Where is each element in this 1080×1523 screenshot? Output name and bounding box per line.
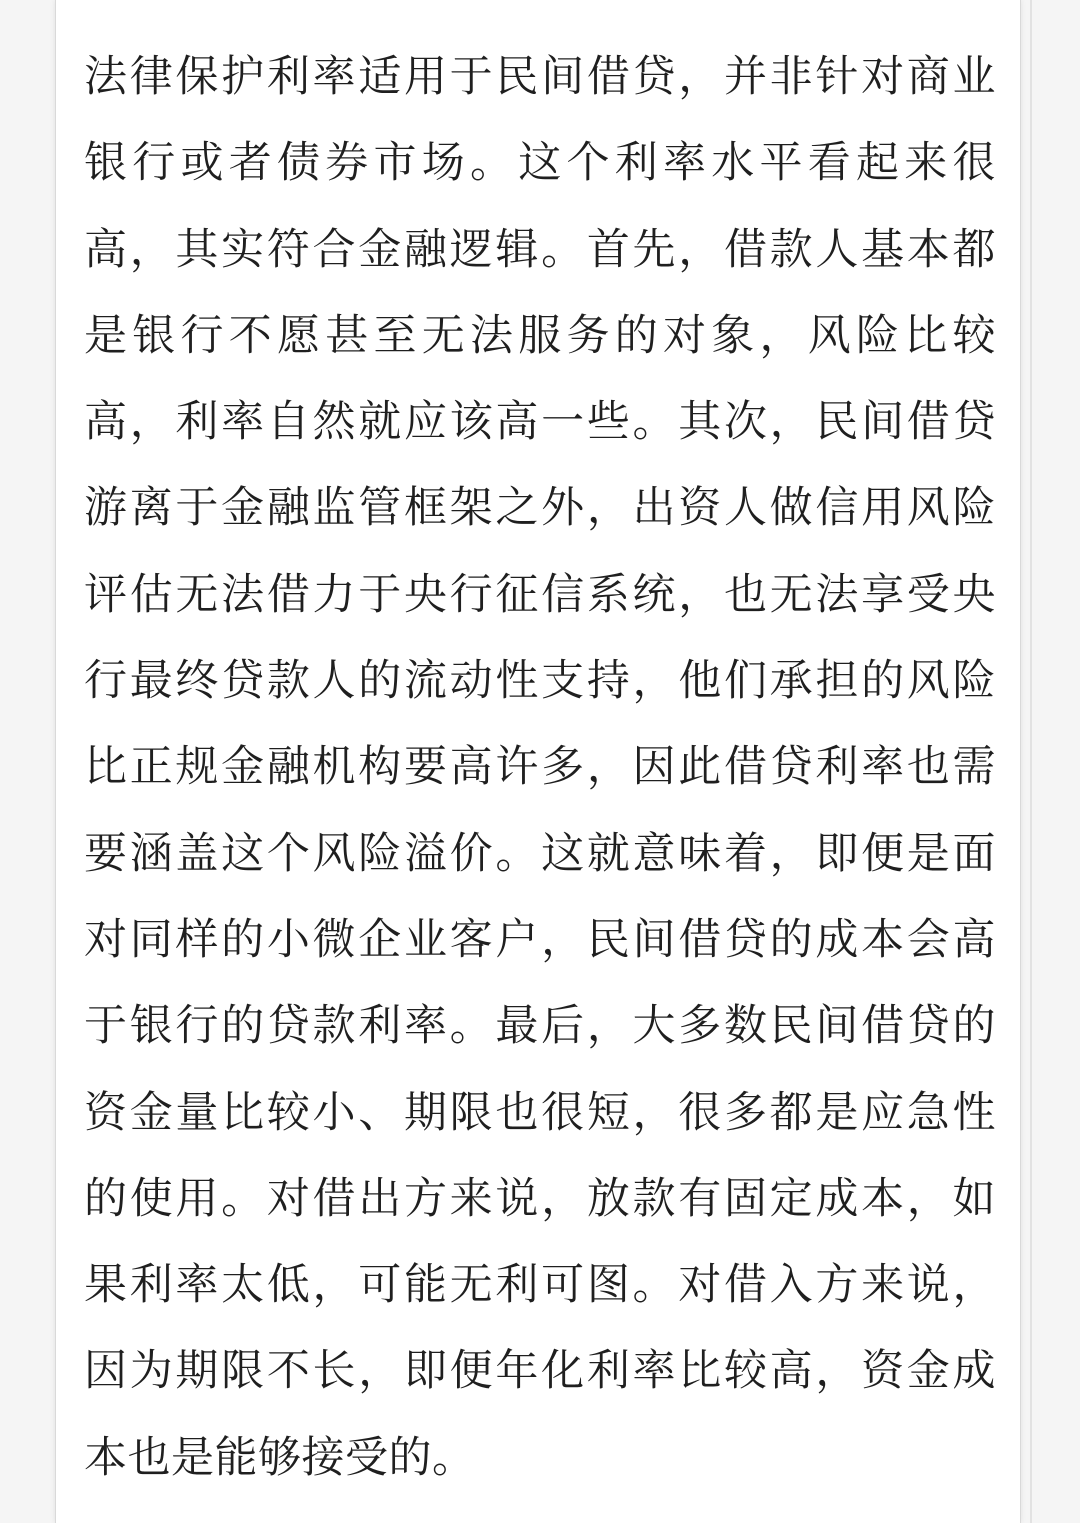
right-divider (1030, 0, 1032, 1523)
article-paragraph: 法律保护利率适用于民间借贷，并非针对商业银行或者债券市场。这个利率水平看起来很高，其实符合金融逻辑。首先，借款人基本都是银行不愿甚至无法服务的对象，风险比较高，利率自然就应该高一些。其次，民间借贷游离于金融监管框架之外，出资人做信用风险评估无法借力于央行征信系统，也无法享受央行最终贷款人的流动性支持，他们承担的风险比正规金融机构要高许多，因此借贷利率也需要涵盖这个风险溢价。这就意味着，即便是面对同样的小微企业客户，民间借贷的成本会高于银行的贷款利率。最后，大多数民间借贷的资金量比较小、期限也很短，很多都是应急性的使用。对借出方来说，放款有固定成本，如果利率太低，可能无利可图。对借入方来说，因为期限不长，即便年化利率比较高，资金成本也是能够接受的。 (84, 52, 996, 1483)
